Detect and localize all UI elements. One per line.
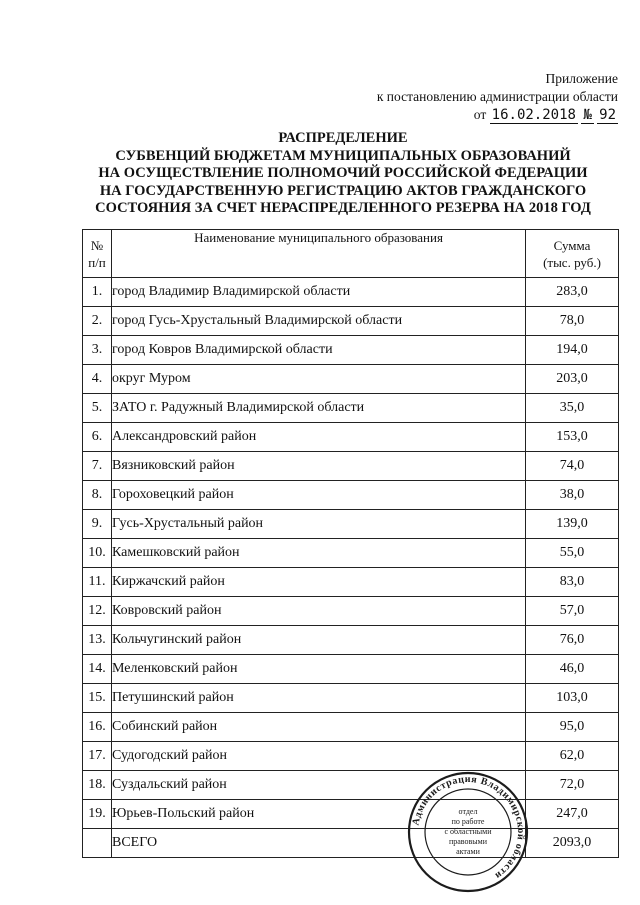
municipality-name: Судогодский район	[112, 742, 526, 771]
subvention-amount: 78,0	[526, 307, 619, 336]
municipality-name: округ Муром	[112, 365, 526, 394]
seal-center-line-1: отдел	[458, 807, 478, 816]
row-number: 3.	[83, 336, 112, 365]
appendix-date-line	[288, 106, 618, 124]
table-row	[83, 278, 619, 307]
column-header-number: № п/п	[83, 230, 112, 278]
table-header-row	[83, 230, 619, 278]
appendix-header	[288, 70, 618, 124]
row-number: 6.	[83, 423, 112, 452]
row-number: 13.	[83, 626, 112, 655]
municipality-name: Меленковский район	[112, 655, 526, 684]
municipality-name: Юрьев-Польский район	[112, 800, 526, 829]
title-line-4: НА ГОСУДАРСТВЕННУЮ РЕГИСТРАЦИЮ АКТОВ ГРАЖДАНСКОГО	[99, 182, 587, 199]
row-number: 17.	[83, 742, 112, 771]
municipality-name: город Ковров Владимирской области	[112, 336, 526, 365]
subvention-amount: 46,0	[526, 655, 619, 684]
total-amount: 2093,0	[526, 829, 619, 858]
table-row	[83, 568, 619, 597]
municipality-name: Ковровский район	[112, 597, 526, 626]
subvention-amount: 57,0	[526, 597, 619, 626]
municipality-name: Петушинский район	[112, 684, 526, 713]
row-number: 15.	[83, 684, 112, 713]
municipality-name: Вязниковский район	[112, 452, 526, 481]
municipality-name: Кольчугинский район	[112, 626, 526, 655]
appendix-reference: к постановлению администрации области	[376, 89, 618, 104]
total-number-cell	[83, 829, 112, 858]
subvention-amount: 72,0	[526, 771, 619, 800]
table-row	[83, 655, 619, 684]
table-row	[83, 742, 619, 771]
municipality-name: Киржачский район	[112, 568, 526, 597]
row-number: 14.	[83, 655, 112, 684]
municipality-name: город Гусь-Хрустальный Владимирской области	[112, 307, 526, 336]
total-label: ВСЕГО	[112, 829, 526, 858]
municipality-name: Собинский район	[112, 713, 526, 742]
table-row	[83, 481, 619, 510]
subvention-amount: 139,0	[526, 510, 619, 539]
seal-center-line-3: с областными	[444, 827, 492, 836]
subvention-amount: 203,0	[526, 365, 619, 394]
table-row	[83, 510, 619, 539]
number-sign: №	[583, 107, 592, 123]
subvention-amount: 74,0	[526, 452, 619, 481]
subvention-amount: 76,0	[526, 626, 619, 655]
table-row	[83, 539, 619, 568]
table-row	[83, 423, 619, 452]
official-seal-stamp	[406, 770, 530, 894]
resolution-date: 16.02.2018	[491, 107, 576, 123]
resolution-number: 92	[599, 107, 616, 123]
row-number: 10.	[83, 539, 112, 568]
distribution-table	[82, 229, 619, 858]
table-row	[83, 307, 619, 336]
row-number: 4.	[83, 365, 112, 394]
municipality-name: Гусь-Хрустальный район	[112, 510, 526, 539]
row-number: 11.	[83, 568, 112, 597]
subvention-amount: 95,0	[526, 713, 619, 742]
subvention-amount: 247,0	[526, 800, 619, 829]
column-header-name: Наименование муниципального образования	[112, 230, 526, 278]
table-row	[83, 684, 619, 713]
municipality-name: Суздальский район	[112, 771, 526, 800]
table-row	[83, 713, 619, 742]
municipality-name: Гороховецкий район	[112, 481, 526, 510]
row-number: 18.	[83, 771, 112, 800]
subvention-amount: 35,0	[526, 394, 619, 423]
row-number: 1.	[83, 278, 112, 307]
row-number: 8.	[83, 481, 112, 510]
document-title	[60, 130, 626, 218]
subvention-amount: 83,0	[526, 568, 619, 597]
municipality-name: город Владимир Владимирской области	[112, 278, 526, 307]
title-line-5: СОСТОЯНИЯ ЗА СЧЕТ НЕРАСПРЕДЕЛЕННОГО РЕЗЕРВА НА 2018 ГОД	[95, 200, 591, 216]
seal-center-line-2: по работе	[451, 817, 485, 826]
subvention-amount: 38,0	[526, 481, 619, 510]
municipality-name: ЗАТО г. Радужный Владимирской области	[112, 394, 526, 423]
row-number: 5.	[83, 394, 112, 423]
subvention-amount: 153,0	[526, 423, 619, 452]
row-number: 7.	[83, 452, 112, 481]
seal-ring-text: Администрация Владимирской области	[410, 773, 527, 882]
row-number: 2.	[83, 307, 112, 336]
column-header-sum: Сумма (тыс. руб.)	[526, 230, 619, 278]
subvention-amount: 103,0	[526, 684, 619, 713]
table-row	[83, 800, 619, 829]
table-row	[83, 597, 619, 626]
date-prefix: от	[473, 107, 487, 122]
table-body	[83, 278, 619, 858]
appendix-label: Приложение	[545, 71, 618, 86]
municipality-name: Александровский район	[112, 423, 526, 452]
table-row	[83, 365, 619, 394]
row-number: 12.	[83, 597, 112, 626]
table-row	[83, 771, 619, 800]
table-row	[83, 394, 619, 423]
subvention-amount: 283,0	[526, 278, 619, 307]
seal-center-line-5: актами	[456, 847, 480, 856]
table-row	[83, 626, 619, 655]
total-row	[83, 829, 619, 858]
municipality-name: Камешковский район	[112, 539, 526, 568]
row-number: 9.	[83, 510, 112, 539]
row-number: 16.	[83, 713, 112, 742]
table-row	[83, 452, 619, 481]
subvention-amount: 55,0	[526, 539, 619, 568]
seal-center-line-4: правовыми	[448, 837, 488, 846]
table-row	[83, 336, 619, 365]
title-line-2: СУБВЕНЦИЙ БЮДЖЕТАМ МУНИЦИПАЛЬНЫХ ОБРАЗОВАНИЙ	[115, 147, 571, 164]
row-number: 19.	[83, 800, 112, 829]
title-line-3: НА ОСУЩЕСТВЛЕНИЕ ПОЛНОМОЧИЙ РОССИЙСКОЙ ФЕДЕРАЦИИ	[98, 165, 588, 181]
subvention-amount: 62,0	[526, 742, 619, 771]
subvention-amount: 194,0	[526, 336, 619, 365]
title-line-1: РАСПРЕДЕЛЕНИЕ	[278, 130, 408, 146]
